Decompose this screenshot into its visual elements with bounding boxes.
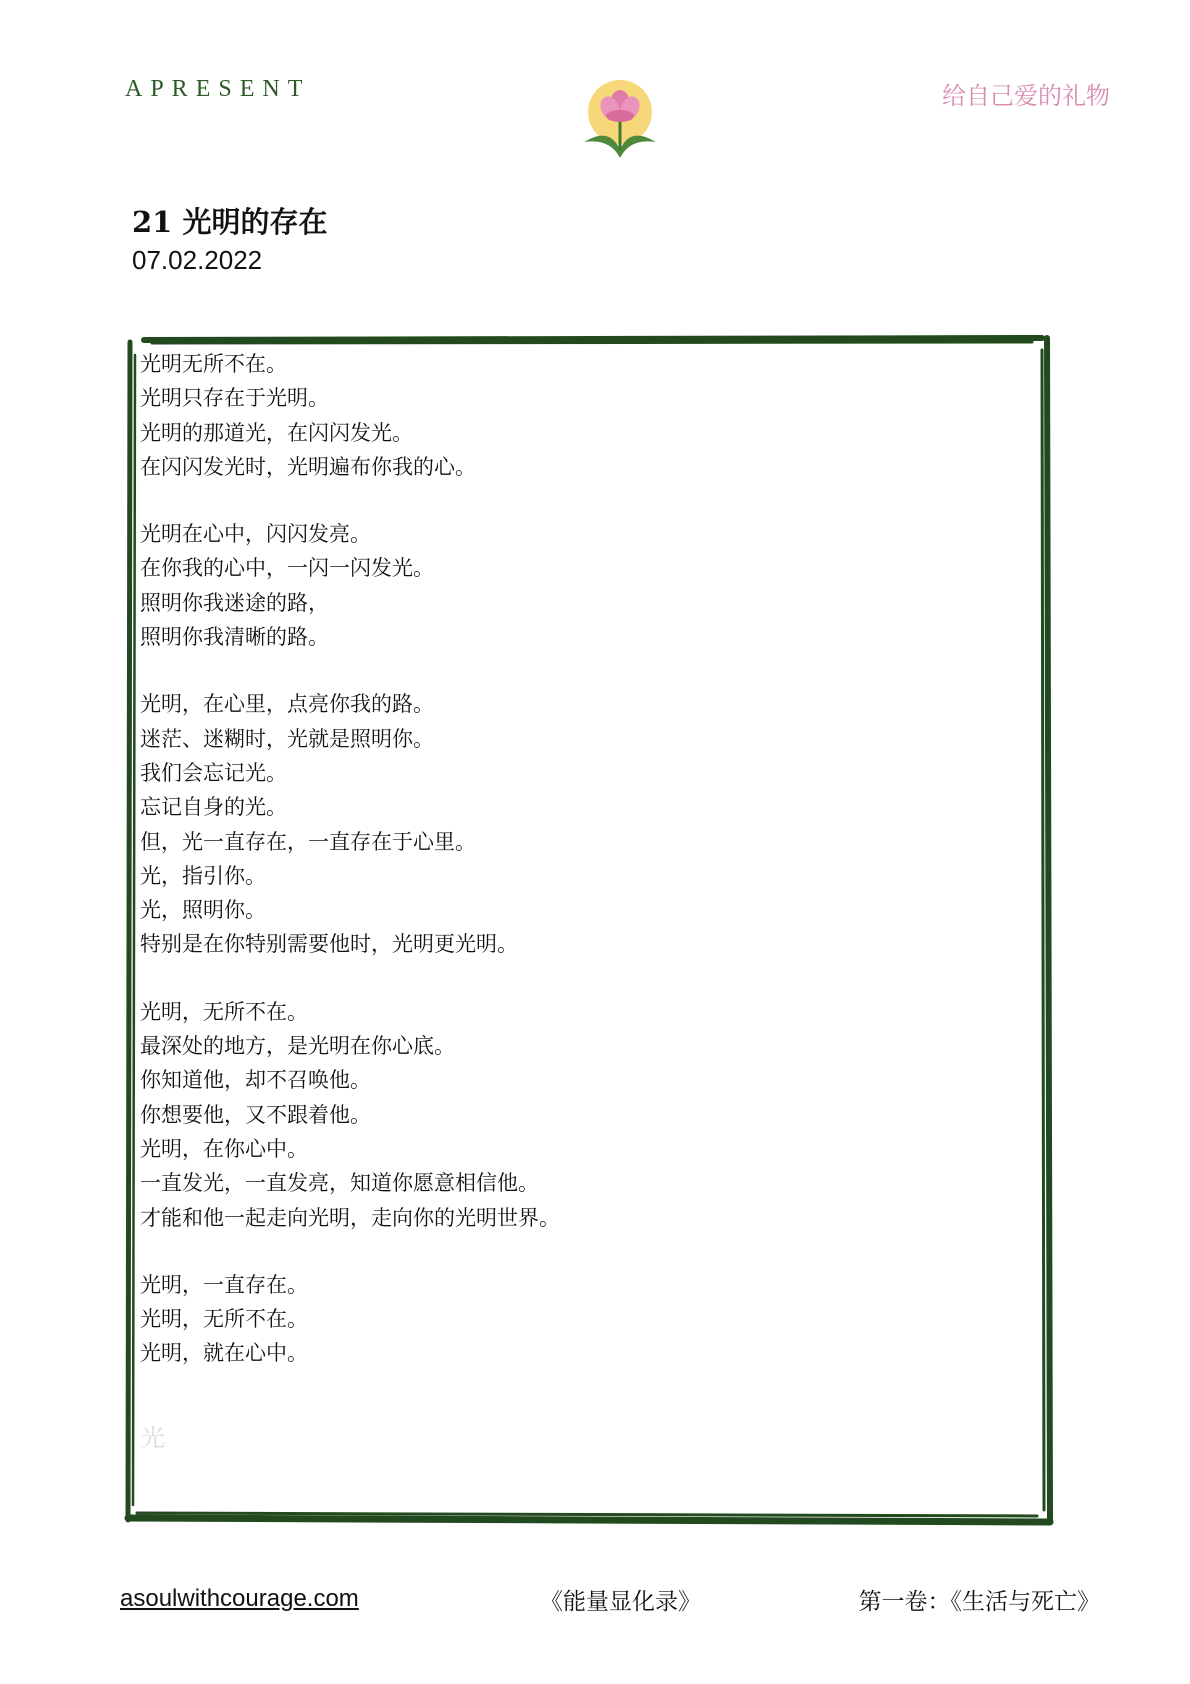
lotus-logo-icon [570,72,670,164]
poem-line: 光明，无所不在。 [140,999,308,1024]
poem-line: 特别是在你特别需要他时，光明更光明。 [140,932,518,957]
poem-stanza-2 [140,517,560,654]
page-title: 21 光明的存在 [132,205,328,239]
tagline: 给自己爱的礼物 [942,82,1110,110]
poem-line: 光明，在心里，点亮你我的路。 [140,692,434,717]
poem-line: 你想要他，又不跟着他。 [140,1102,371,1127]
poem-line: 光明，无所不在。 [140,1307,308,1332]
poem-line: 在你我的心中，一闪一闪发光。 [140,556,434,581]
poem-line: 光明的那道光，在闪闪发光。 [140,420,413,445]
poem-stanza-4 [140,995,560,1235]
poem-stanza-1 [140,347,560,484]
poem-line: 在闪闪发光时，光明遍布你我的心。 [140,454,476,479]
poem-stanza-5 [140,1268,560,1371]
poem-line: 照明你我清晰的路。 [140,625,329,650]
volume-title: 第一卷：《生活与死亡》 [858,1589,1100,1615]
poem-line: 但，光一直存在，一直存在于心里。 [140,829,476,854]
poem-line: 照明你我迷途的路， [140,590,329,615]
book-title: 《能量显化录》 [540,1589,701,1615]
poem-line: 我们会忘记光。 [140,760,287,785]
poem-line: 光，指引你。 [140,863,266,888]
poem-line: 光，照明你。 [140,898,266,923]
poem-line: 你知道他，却不召唤他。 [140,1068,371,1093]
poem-line: 迷茫、迷糊时，光就是照明你。 [140,726,434,751]
poem-line: 才能和他一起走向光明，走向你的光明世界。 [140,1205,560,1230]
poem-line: 光明无所不在。 [140,352,287,376]
poem-line: 一直发光，一直发亮，知道你愿意相信他。 [140,1171,539,1196]
article-date: 07.02.2022 [132,245,263,275]
poem-line: 光明，就在心中。 [140,1341,308,1366]
poem-line: 最深处的地方，是光明在你心底。 [140,1034,455,1059]
poem-body [140,347,560,1404]
poem-line: 光明，一直存在。 [140,1272,308,1297]
poem-line: 忘记自身的光。 [140,795,287,820]
poem-line: 光明在心中，闪闪发亮。 [140,522,371,547]
brand-wordmark: APRESENT [125,76,311,102]
website-link[interactable]: asoulwithcourage.com [120,1585,359,1612]
poem-stanza-3 [140,687,560,961]
poem-line: 光明，在你心中。 [140,1136,308,1161]
faint-watermark-text: 光 [141,1424,165,1452]
poem-line: 光明只存在于光明。 [140,386,329,411]
